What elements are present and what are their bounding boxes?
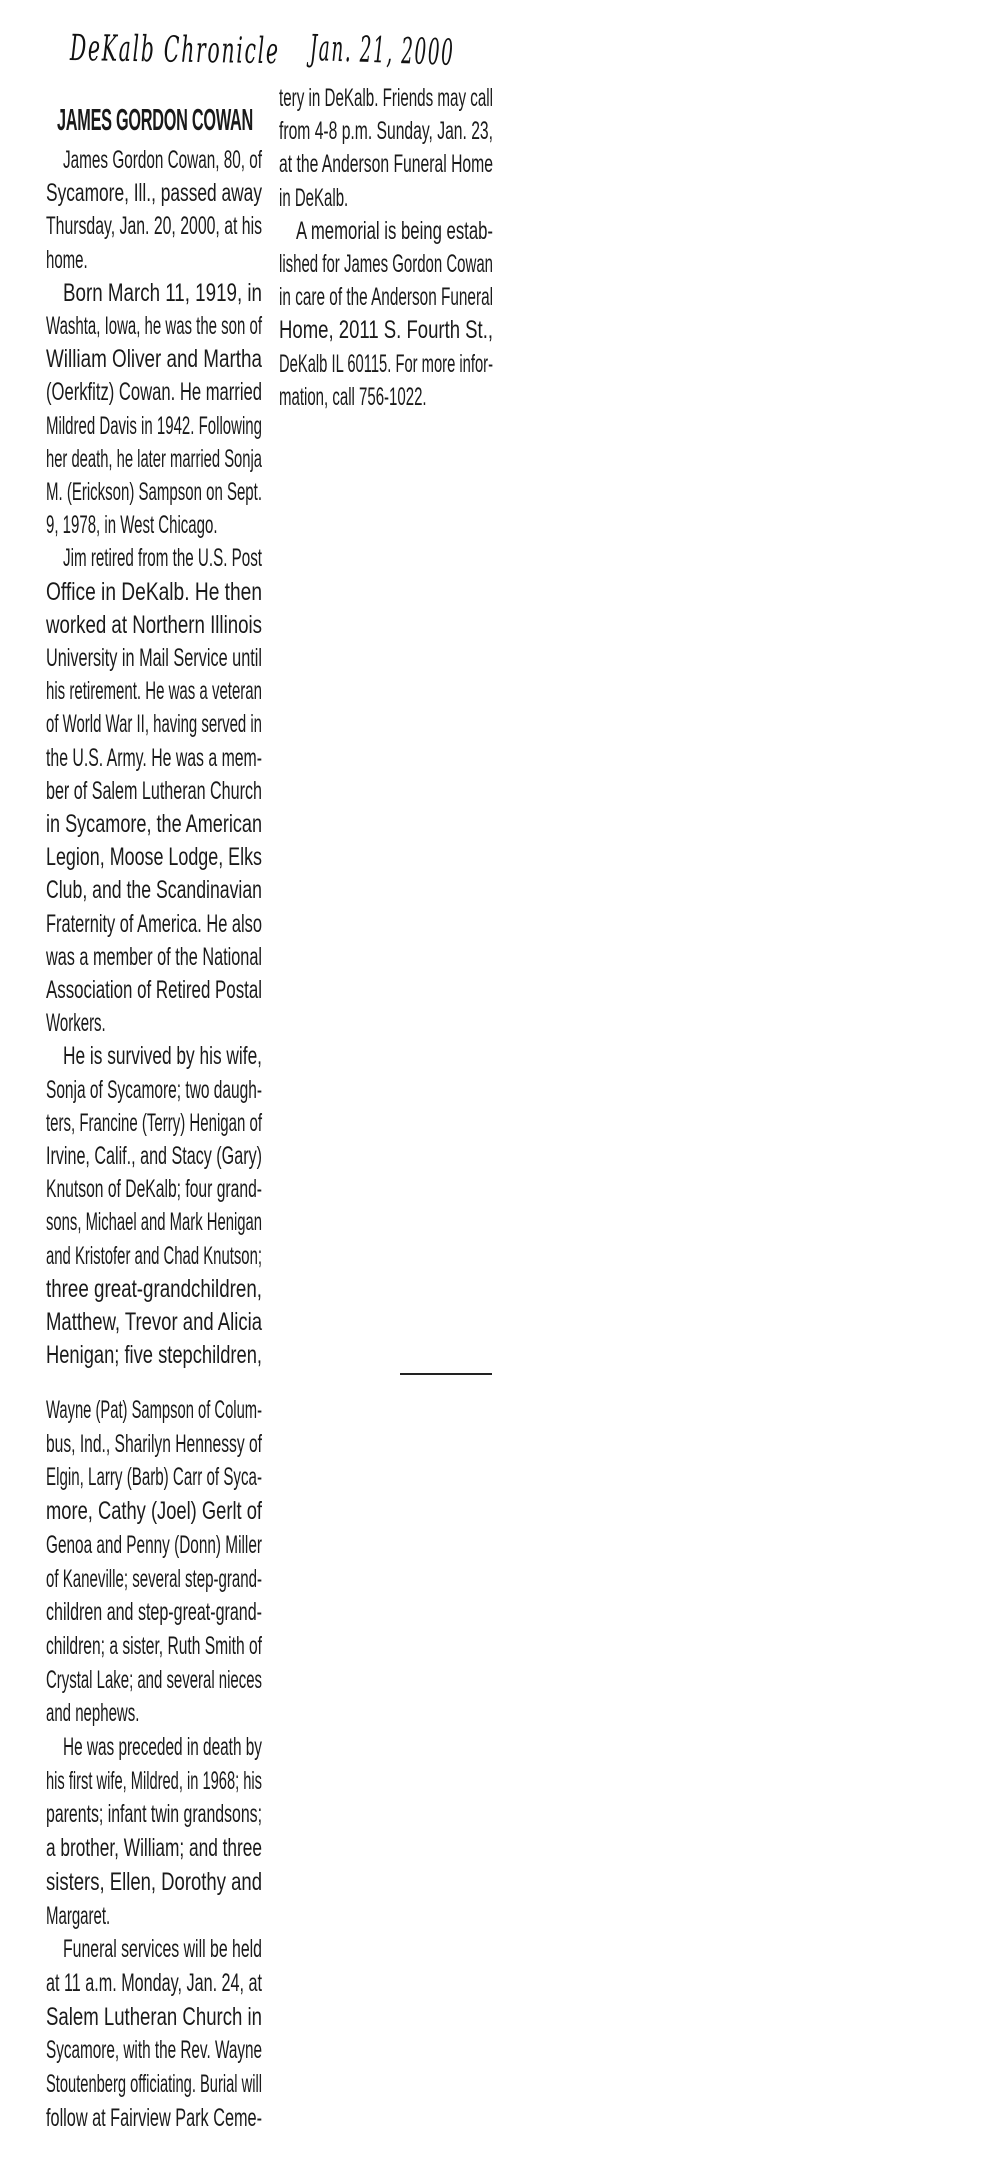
text-line	[46, 1698, 139, 1728]
text-line-content: in DeKalb.	[279, 183, 349, 212]
text-line	[279, 183, 348, 213]
handwritten-source-note: DeKalb Chronicle	[69, 28, 280, 73]
text-line-content: his first wife, Mildred, in 1968; his	[46, 1766, 262, 1795]
text-line	[46, 1395, 262, 1425]
text-line-content: children and step-great-grand-	[46, 1598, 262, 1627]
text-line	[46, 1665, 262, 1695]
text-line	[279, 149, 493, 179]
text-line	[279, 382, 427, 412]
text-line-content: Margaret.	[46, 1901, 111, 1930]
text-line	[46, 1207, 262, 1237]
text-line	[46, 842, 262, 872]
text-line	[46, 1564, 262, 1594]
text-line	[46, 1833, 262, 1863]
text-line-content: the U.S. Army. He was a mem-	[46, 743, 262, 772]
text-line-content: home.	[46, 245, 88, 274]
text-line	[46, 211, 262, 241]
text-line	[296, 216, 493, 246]
text-line	[46, 1241, 262, 1271]
text-line-content: Knutson of DeKalb; four grand-	[46, 1175, 262, 1204]
text-line-content: ber of Salem Lutheran Church	[46, 776, 262, 805]
text-line	[46, 2002, 262, 2032]
text-line-content: children; a sister, Ruth Smith of	[46, 1631, 262, 1660]
text-line-content: of World War II, having served in	[46, 710, 262, 739]
text-line	[46, 510, 217, 540]
text-line-content: follow at Fairview Park Ceme-	[46, 2103, 262, 2132]
text-line	[46, 377, 262, 407]
text-line	[63, 145, 262, 175]
text-line-content: sisters, Ellen, Dorothy and	[46, 1867, 262, 1896]
text-line	[46, 2103, 262, 2133]
text-line-content: three great-grandchildren,	[46, 1274, 262, 1303]
text-line	[46, 311, 262, 341]
text-line	[279, 83, 493, 113]
text-line-content: Workers.	[46, 1009, 106, 1038]
text-line-content: University in Mail Service until	[46, 644, 262, 672]
text-line-content: of Kaneville; several step-grand-	[46, 1564, 262, 1593]
text-line-content: from 4-8 p.m. Sunday, Jan. 23,	[279, 117, 493, 146]
text-line-content: Matthew, Trevor and Alicia	[46, 1308, 262, 1336]
text-line-content: in care of the Anderson Funeral	[279, 283, 493, 312]
text-line	[46, 444, 262, 474]
text-line	[46, 643, 262, 673]
text-line-content: Club, and the Scandinavian	[46, 876, 262, 905]
text-line	[46, 1174, 262, 1204]
obituary-headline: JAMES GORDON COWAN	[57, 102, 253, 137]
text-line-content: tery in DeKalb. Friends may call	[279, 84, 493, 112]
text-line-content: mation, call 756-1022.	[279, 382, 427, 411]
text-line	[46, 1901, 110, 1931]
text-line-content: Irvine, Calif., and Stacy (Gary)	[46, 1142, 262, 1170]
text-line-content: his retirement. He was a veteran	[46, 677, 262, 706]
text-line-content: in Sycamore, the American	[46, 810, 262, 838]
text-line-content: parents; infant twin grandsons;	[46, 1800, 262, 1829]
text-line-content: Genoa and Penny (Donn) Miller	[46, 1530, 262, 1559]
text-line-content: and Kristofer and Chad Knutson;	[46, 1241, 262, 1270]
text-line-content: at the Anderson Funeral Home	[279, 150, 493, 179]
text-line	[279, 349, 493, 379]
text-line-content: William Oliver and Martha	[46, 345, 262, 374]
text-line	[279, 315, 493, 345]
text-line-content: Office in DeKalb. He then	[46, 577, 262, 606]
text-line-content: Thursday, Jan. 20, 2000, at his	[46, 212, 262, 241]
text-line	[46, 743, 262, 773]
text-line	[46, 1766, 262, 1796]
text-line	[46, 875, 262, 905]
text-line-content: Wayne (Pat) Sampson of Colum-	[46, 1396, 262, 1424]
text-line	[46, 1429, 262, 1459]
handwritten-date-note: Jan. 21, 2000	[309, 28, 455, 74]
text-line-content: Salem Lutheran Church in	[46, 2002, 262, 2031]
text-line-content: Jim retired from the U.S. Post	[63, 544, 262, 573]
text-line-content: Elgin, Larry (Barb) Carr of Syca-	[46, 1463, 262, 1492]
text-line-content: Henigan; five stepchildren,	[46, 1341, 262, 1370]
text-line	[63, 1732, 262, 1762]
text-line	[63, 278, 262, 308]
text-line	[46, 1631, 262, 1661]
text-line-content: M. (Erickson) Sampson on Sept.	[46, 478, 262, 506]
text-line-content: He is survived by his wife,	[63, 1042, 262, 1071]
text-line	[46, 1008, 106, 1038]
text-line	[46, 1075, 262, 1105]
text-line	[46, 577, 262, 607]
text-line	[46, 975, 262, 1005]
text-line-content: Sycamore, Ill., passed away	[46, 179, 262, 208]
text-line-content: Association of Retired Postal	[46, 976, 262, 1004]
text-line-content: bus, Ind., Sharilyn Hennessy of	[46, 1429, 262, 1458]
text-line	[46, 1462, 262, 1492]
text-line-content: her death, he later married Sonja	[46, 444, 262, 473]
text-line-content: Mildred Davis in 1942. Following	[46, 411, 262, 440]
text-line	[46, 1799, 262, 1829]
text-line	[46, 909, 262, 939]
text-line	[46, 1530, 262, 1560]
text-line	[63, 1934, 262, 1964]
text-line	[46, 178, 262, 208]
text-line	[63, 543, 262, 573]
text-line-content: Funeral services will be held	[63, 1935, 262, 1964]
text-line	[46, 1496, 262, 1526]
text-line-content: Home, 2011 S. Fourth St.,	[279, 316, 493, 345]
text-line-content: more, Cathy (Joel) Gerlt of	[46, 1497, 262, 1526]
text-line	[46, 477, 262, 507]
text-line	[46, 344, 262, 374]
text-line	[63, 1041, 262, 1071]
text-line-content: a brother, William; and three	[46, 1834, 262, 1863]
text-line	[279, 249, 493, 279]
text-line	[46, 1867, 262, 1897]
text-line	[46, 942, 262, 972]
text-line-content: Crystal Lake; and several nieces	[46, 1665, 262, 1694]
text-line-content: Sonja of Sycamore; two daugh-	[46, 1075, 262, 1104]
text-line	[46, 1340, 262, 1370]
pen-underline-mark	[400, 1373, 492, 1375]
text-line-content: and nephews.	[46, 1699, 140, 1728]
text-line	[46, 776, 262, 806]
text-line-content: Washta, Iowa, he was the son of	[46, 312, 262, 340]
text-line-content: sons, Michael and Mark Henigan	[46, 1208, 262, 1237]
text-line-content: A memorial is being estab-	[296, 216, 493, 245]
text-line-content: Fraternity of America. He also	[46, 909, 262, 938]
text-line	[46, 709, 262, 739]
text-line-content: ters, Francine (Terry) Henigan of	[46, 1108, 262, 1137]
text-line-content: DeKalb IL 60115. For more infor-	[279, 349, 493, 378]
text-line-content: Stoutenberg officiating. Burial will	[46, 2070, 262, 2098]
text-line-content: at 11 a.m. Monday, Jan. 24, at	[46, 1968, 262, 1997]
text-line	[279, 282, 493, 312]
text-line-content: 9, 1978, in West Chicago.	[46, 511, 218, 540]
text-line	[46, 1108, 262, 1138]
text-line	[46, 1274, 262, 1304]
text-line	[46, 1968, 262, 1998]
text-line	[46, 1597, 262, 1627]
text-line-content: Born March 11, 1919, in	[63, 278, 262, 307]
text-line	[46, 2035, 262, 2065]
text-line-content: Legion, Moose Lodge, Elks	[46, 843, 262, 872]
text-line-content: worked at Northern Illinois	[46, 610, 262, 639]
text-line-content: Sycamore, with the Rev. Wayne	[46, 2036, 262, 2065]
text-line	[46, 245, 88, 275]
text-line	[46, 610, 262, 640]
text-line	[46, 411, 262, 441]
text-line	[46, 676, 262, 706]
text-line	[46, 2069, 262, 2099]
text-line	[46, 809, 262, 839]
text-line	[46, 1307, 262, 1337]
text-line-content: lished for James Gordon Cowan	[279, 250, 493, 278]
text-line-content: (Oerkfitz) Cowan. He married	[46, 378, 262, 407]
text-line-content: He was preceded in death by	[63, 1733, 262, 1761]
text-line	[46, 1141, 262, 1171]
text-line-content: James Gordon Cowan, 80, of	[63, 146, 262, 174]
text-line-content: was a member of the National	[46, 942, 262, 971]
text-line	[279, 116, 493, 146]
